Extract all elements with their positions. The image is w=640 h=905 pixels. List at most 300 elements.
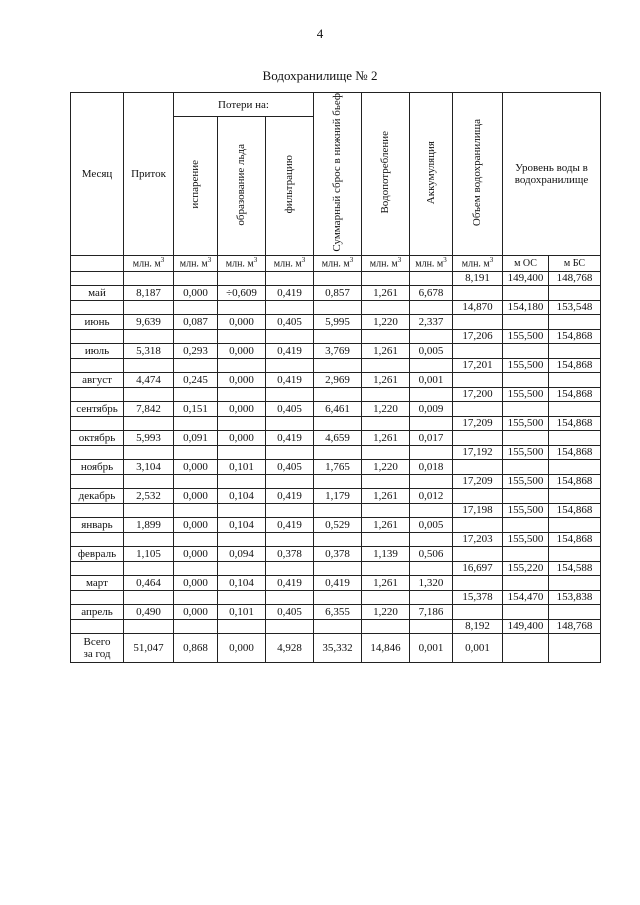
state-row — [71, 532, 601, 546]
level-bs-cell: 154,868 — [549, 387, 601, 401]
unit-volume: млн. $м^3$ — [453, 255, 503, 271]
discharge-cell: 2,969 — [314, 372, 362, 387]
empty-cell — [453, 517, 503, 532]
unit-disch: млн. $м^3$ — [314, 255, 362, 271]
empty-cell — [410, 590, 453, 604]
evaporation-cell: 0,091 — [174, 430, 218, 445]
empty-cell — [503, 575, 549, 590]
level-bs-cell: 153,548 — [549, 300, 601, 314]
level-bs-cell: 154,868 — [549, 503, 601, 517]
water-use-cell: 1,139 — [362, 546, 410, 561]
empty-cell — [549, 314, 601, 329]
discharge-cell: 4,659 — [314, 430, 362, 445]
empty-cell — [314, 503, 362, 517]
level-os-cell: 155,500 — [503, 532, 549, 546]
initial-volume: 8,191 — [453, 271, 503, 285]
empty-cell — [266, 590, 314, 604]
empty-cell — [174, 532, 218, 546]
empty-cell — [314, 329, 362, 343]
empty-cell — [314, 387, 362, 401]
state-row — [71, 503, 601, 517]
state-row — [71, 358, 601, 372]
inflow-cell: 3,104 — [124, 459, 174, 474]
month-cell: октябрь — [71, 430, 124, 445]
evaporation-cell: 0,293 — [174, 343, 218, 358]
empty-cell — [314, 300, 362, 314]
empty-cell — [266, 358, 314, 372]
ice-cell: ÷0,609 — [218, 285, 266, 300]
empty-cell — [266, 619, 314, 633]
empty-cell — [71, 561, 124, 575]
empty-cell — [266, 474, 314, 488]
empty-cell — [362, 387, 410, 401]
empty-cell — [266, 329, 314, 343]
month-cell: ноябрь — [71, 459, 124, 474]
header-month: Месяц — [71, 93, 124, 256]
unit-m-os: м ОС — [503, 255, 549, 271]
filtration-cell: 0,419 — [266, 343, 314, 358]
water-use-cell: 1,261 — [362, 372, 410, 387]
unit-use: млн. $м^3$ — [362, 255, 410, 271]
empty-cell — [266, 416, 314, 430]
empty-cell — [218, 416, 266, 430]
empty-cell — [174, 387, 218, 401]
empty-cell — [71, 590, 124, 604]
page-number: 4 — [316, 26, 324, 41]
unit-evap: млн. $м^3$ — [174, 255, 218, 271]
header-volume: Объем водохранилища — [453, 93, 503, 256]
empty-cell — [503, 546, 549, 561]
empty-cell — [362, 532, 410, 546]
inflow-cell: 8,187 — [124, 285, 174, 300]
month-cell: июнь — [71, 314, 124, 329]
level-os-cell: 155,220 — [503, 561, 549, 575]
empty-cell — [362, 300, 410, 314]
volume-cell: 17,200 — [453, 387, 503, 401]
evaporation-cell: 0,087 — [174, 314, 218, 329]
empty-cell — [174, 474, 218, 488]
level-bs-cell: 154,588 — [549, 561, 601, 575]
empty-cell — [218, 561, 266, 575]
accumulation-cell: 0,018 — [410, 459, 453, 474]
empty-cell — [174, 590, 218, 604]
total-label-line1: Всего — [83, 635, 111, 648]
empty-cell — [124, 590, 174, 604]
empty-cell — [503, 430, 549, 445]
empty-cell — [314, 590, 362, 604]
ice-cell: 0,104 — [218, 517, 266, 532]
discharge-cell: 1,179 — [314, 488, 362, 503]
level-bs-cell: 154,868 — [549, 474, 601, 488]
table-title: Водохранилище № 2 — [262, 68, 378, 83]
empty-cell — [549, 430, 601, 445]
discharge-cell: 6,355 — [314, 604, 362, 619]
reservoir-balance-table — [70, 92, 601, 663]
inflow-cell: 1,105 — [124, 546, 174, 561]
empty-cell — [362, 561, 410, 575]
discharge-cell: 0,378 — [314, 546, 362, 561]
total-accumulation: 0,001 — [410, 633, 453, 662]
ice-cell: 0,000 — [218, 430, 266, 445]
empty-cell — [503, 401, 549, 416]
empty-cell — [124, 445, 174, 459]
empty-cell — [549, 604, 601, 619]
empty-cell — [266, 445, 314, 459]
empty-cell — [549, 459, 601, 474]
empty-cell — [410, 532, 453, 546]
water-use-cell: 1,220 — [362, 459, 410, 474]
total-row — [71, 633, 601, 662]
ice-cell: 0,104 — [218, 488, 266, 503]
empty-cell — [266, 561, 314, 575]
empty-cell — [410, 329, 453, 343]
discharge-cell: 0,419 — [314, 575, 362, 590]
evaporation-cell: 0,000 — [174, 546, 218, 561]
state-row — [71, 300, 601, 314]
header-inflow: Приток — [124, 93, 174, 256]
empty-cell — [549, 372, 601, 387]
empty-cell — [453, 343, 503, 358]
evaporation-cell: 0,000 — [174, 517, 218, 532]
initial-state-row — [71, 271, 601, 285]
empty-cell — [453, 575, 503, 590]
empty-cell — [124, 474, 174, 488]
empty-cell — [71, 329, 124, 343]
initial-m-os: 149,400 — [503, 271, 549, 285]
empty-cell — [174, 300, 218, 314]
empty-cell — [549, 343, 601, 358]
empty-cell — [549, 517, 601, 532]
filtration-cell: 0,419 — [266, 372, 314, 387]
month-cell: август — [71, 372, 124, 387]
ice-cell: 0,094 — [218, 546, 266, 561]
ice-cell: 0,000 — [218, 343, 266, 358]
month-cell: февраль — [71, 546, 124, 561]
evaporation-cell: 0,000 — [174, 604, 218, 619]
empty-cell — [124, 619, 174, 633]
empty-cell — [453, 401, 503, 416]
inflow-cell: 5,993 — [124, 430, 174, 445]
unit-ice: млн. $м^3$ — [218, 255, 266, 271]
empty-cell — [266, 503, 314, 517]
unit-empty — [71, 255, 124, 271]
volume-cell: 17,209 — [453, 416, 503, 430]
volume-cell: 17,206 — [453, 329, 503, 343]
state-row — [71, 416, 601, 430]
empty-cell — [453, 372, 503, 387]
header-level: Уровень воды в водохранилище — [503, 93, 601, 256]
level-os-cell: 154,180 — [503, 300, 549, 314]
total-volume: 0,001 — [453, 633, 503, 662]
empty-cell — [71, 474, 124, 488]
inflow-cell: 7,842 — [124, 401, 174, 416]
volume-cell: 17,201 — [453, 358, 503, 372]
empty-cell — [362, 445, 410, 459]
table-row — [71, 488, 601, 503]
empty-cell — [124, 416, 174, 430]
empty-cell — [266, 532, 314, 546]
month-cell: май — [71, 285, 124, 300]
empty-cell — [314, 561, 362, 575]
header-accumulation: Аккумуляция — [410, 93, 453, 256]
volume-cell: 15,378 — [453, 590, 503, 604]
empty-cell — [314, 445, 362, 459]
state-row — [71, 561, 601, 575]
total-filtration: 4,928 — [266, 633, 314, 662]
month-cell: март — [71, 575, 124, 590]
evaporation-cell: 0,000 — [174, 575, 218, 590]
accumulation-cell: 0,005 — [410, 343, 453, 358]
empty-cell — [549, 285, 601, 300]
header-ice: образование льда — [218, 117, 266, 255]
empty-cell — [503, 604, 549, 619]
month-cell: июль — [71, 343, 124, 358]
volume-cell: 17,203 — [453, 532, 503, 546]
empty-cell — [549, 546, 601, 561]
ice-cell: 0,000 — [218, 314, 266, 329]
empty-cell — [362, 503, 410, 517]
empty-cell — [362, 358, 410, 372]
empty-cell — [124, 561, 174, 575]
empty-cell — [174, 416, 218, 430]
filtration-cell: 0,405 — [266, 459, 314, 474]
level-os-cell: 155,500 — [503, 416, 549, 430]
discharge-cell: 0,857 — [314, 285, 362, 300]
ice-cell: 0,101 — [218, 604, 266, 619]
empty-cell — [218, 532, 266, 546]
filtration-cell: 0,405 — [266, 604, 314, 619]
table-row — [71, 343, 601, 358]
empty-cell — [314, 532, 362, 546]
empty-cell — [71, 503, 124, 517]
table-row — [71, 546, 601, 561]
ice-cell: 0,104 — [218, 575, 266, 590]
filtration-cell: 0,419 — [266, 430, 314, 445]
empty-cell — [174, 329, 218, 343]
total-discharge: 35,332 — [314, 633, 362, 662]
ice-cell: 0,000 — [218, 372, 266, 387]
empty-cell — [266, 300, 314, 314]
volume-cell: 17,198 — [453, 503, 503, 517]
empty-cell — [453, 604, 503, 619]
empty-cell — [362, 474, 410, 488]
table-row — [71, 459, 601, 474]
filtration-cell: 0,419 — [266, 575, 314, 590]
empty-cell — [549, 401, 601, 416]
filtration-cell: 0,405 — [266, 401, 314, 416]
month-cell: сентябрь — [71, 401, 124, 416]
initial-m-bs: 148,768 — [549, 271, 601, 285]
empty-cell — [218, 358, 266, 372]
state-row — [71, 445, 601, 459]
accumulation-cell: 1,320 — [410, 575, 453, 590]
level-os-cell: 155,500 — [503, 387, 549, 401]
empty-cell — [218, 445, 266, 459]
level-os-cell: 155,500 — [503, 503, 549, 517]
volume-cell: 16,697 — [453, 561, 503, 575]
empty-cell — [453, 314, 503, 329]
table-row — [71, 604, 601, 619]
empty-cell — [503, 488, 549, 503]
level-os-cell: 155,500 — [503, 329, 549, 343]
water-use-cell: 1,261 — [362, 517, 410, 532]
level-bs-cell: 153,838 — [549, 590, 601, 604]
empty-cell — [410, 474, 453, 488]
unit-acc: млн. $м^3$ — [410, 255, 453, 271]
unit-m-bs: м БС — [549, 255, 601, 271]
empty-cell — [503, 633, 549, 662]
empty-cell — [410, 503, 453, 517]
empty-cell — [549, 488, 601, 503]
level-os-cell: 149,400 — [503, 619, 549, 633]
table-row — [71, 517, 601, 532]
empty-cell — [314, 474, 362, 488]
empty-cell — [218, 387, 266, 401]
empty-cell — [124, 300, 174, 314]
level-bs-cell: 154,868 — [549, 445, 601, 459]
month-cell: январь — [71, 517, 124, 532]
evaporation-cell: 0,151 — [174, 401, 218, 416]
empty-cell — [453, 546, 503, 561]
empty-cell — [410, 358, 453, 372]
level-bs-cell: 154,868 — [549, 329, 601, 343]
table-body — [71, 93, 601, 663]
empty-cell — [410, 416, 453, 430]
empty-cell — [314, 619, 362, 633]
empty-cell — [71, 358, 124, 372]
empty-cell — [174, 445, 218, 459]
water-use-cell: 1,261 — [362, 343, 410, 358]
table-row — [71, 430, 601, 445]
filtration-cell: 0,378 — [266, 546, 314, 561]
table-row — [71, 372, 601, 387]
accumulation-cell: 0,005 — [410, 517, 453, 532]
empty-cell — [174, 503, 218, 517]
level-bs-cell: 154,868 — [549, 416, 601, 430]
empty-cell — [362, 416, 410, 430]
inflow-cell: 5,318 — [124, 343, 174, 358]
state-row — [71, 619, 601, 633]
header-filtration: фильтрацию — [266, 117, 314, 255]
inflow-cell: 4,474 — [124, 372, 174, 387]
total-water-use: 14,846 — [362, 633, 410, 662]
water-use-cell: 1,261 — [362, 430, 410, 445]
empty-cell — [410, 561, 453, 575]
unit-inflow: млн. $м^3$ — [124, 255, 174, 271]
empty-cell — [410, 387, 453, 401]
empty-cell — [71, 445, 124, 459]
empty-cell — [503, 285, 549, 300]
empty-cell — [218, 329, 266, 343]
volume-cell: 14,870 — [453, 300, 503, 314]
empty-cell — [503, 517, 549, 532]
empty-cell — [410, 300, 453, 314]
evaporation-cell: 0,000 — [174, 285, 218, 300]
filtration-cell: 0,419 — [266, 517, 314, 532]
table-row — [71, 314, 601, 329]
empty-cell — [218, 619, 266, 633]
evaporation-cell: 0,000 — [174, 488, 218, 503]
empty-cell — [453, 285, 503, 300]
level-bs-cell: 154,868 — [549, 358, 601, 372]
state-row — [71, 474, 601, 488]
empty-cell — [453, 430, 503, 445]
empty-cell — [71, 619, 124, 633]
accumulation-cell: 0,009 — [410, 401, 453, 416]
empty-cell — [174, 561, 218, 575]
level-os-cell: 155,500 — [503, 445, 549, 459]
state-row — [71, 329, 601, 343]
total-label-line2: за год — [83, 647, 111, 660]
discharge-cell: 0,529 — [314, 517, 362, 532]
header-discharge: Суммарный сброс в нижний бьеф — [314, 93, 362, 256]
table-row — [71, 575, 601, 590]
empty-cell — [453, 459, 503, 474]
water-use-cell: 1,261 — [362, 285, 410, 300]
empty-cell — [124, 387, 174, 401]
accumulation-cell: 0,017 — [410, 430, 453, 445]
empty-cell — [503, 372, 549, 387]
total-label — [71, 633, 124, 662]
inflow-cell: 0,464 — [124, 575, 174, 590]
total-inflow: 51,047 — [124, 633, 174, 662]
filtration-cell: 0,419 — [266, 285, 314, 300]
inflow-cell: 1,899 — [124, 517, 174, 532]
level-bs-cell: 148,768 — [549, 619, 601, 633]
empty-cell — [124, 503, 174, 517]
empty-cell — [314, 416, 362, 430]
level-os-cell: 155,500 — [503, 358, 549, 372]
empty-cell — [453, 488, 503, 503]
empty-cell — [174, 358, 218, 372]
header-evaporation: испарение — [174, 117, 218, 255]
accumulation-cell: 0,001 — [410, 372, 453, 387]
evaporation-cell: 0,000 — [174, 459, 218, 474]
empty-cell — [503, 459, 549, 474]
water-use-cell: 1,220 — [362, 401, 410, 416]
empty-cell — [218, 503, 266, 517]
accumulation-cell: 0,012 — [410, 488, 453, 503]
water-use-cell: 1,261 — [362, 575, 410, 590]
accumulation-cell: 6,678 — [410, 285, 453, 300]
ice-cell: 0,101 — [218, 459, 266, 474]
empty-cell — [549, 633, 601, 662]
empty-cell — [124, 329, 174, 343]
header-losses: Потери на: — [174, 93, 314, 117]
empty-cell — [362, 590, 410, 604]
empty-cell — [71, 387, 124, 401]
level-bs-cell: 154,868 — [549, 532, 601, 546]
empty-cell — [503, 314, 549, 329]
volume-cell: 17,209 — [453, 474, 503, 488]
units-row — [71, 255, 601, 271]
empty-cell — [218, 474, 266, 488]
empty-cell — [549, 575, 601, 590]
empty-cell — [362, 619, 410, 633]
accumulation-cell: 7,186 — [410, 604, 453, 619]
filtration-cell: 0,405 — [266, 314, 314, 329]
discharge-cell: 1,765 — [314, 459, 362, 474]
empty-cell — [266, 387, 314, 401]
volume-cell: 8,192 — [453, 619, 503, 633]
empty-cell — [410, 619, 453, 633]
inflow-cell: 2,532 — [124, 488, 174, 503]
empty-cell — [410, 445, 453, 459]
water-use-cell: 1,220 — [362, 604, 410, 619]
header-water-use: Водопотребление — [362, 93, 410, 256]
unit-filt: млн. $м^3$ — [266, 255, 314, 271]
empty-cell — [218, 590, 266, 604]
